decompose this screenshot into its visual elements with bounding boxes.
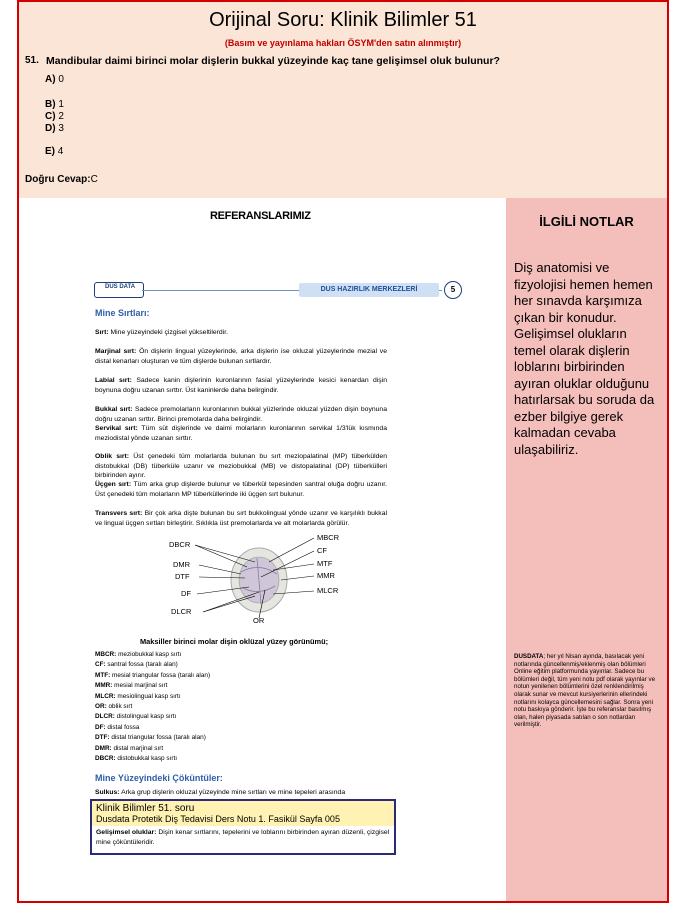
molar-occlusal-figure [169, 532, 349, 626]
option-a: A) 0 [45, 74, 64, 85]
label-mmr: MMR [317, 571, 335, 580]
label-or: OR [253, 616, 265, 625]
copyright-note: (Basım ve yayınlama hakları ÖSYM'den satın alınmıştır) [224, 38, 462, 48]
legend-item: MMR: mesial marjinal sırt [95, 682, 168, 690]
paragraph-marjinal: Marjinal sırt: Ön dişlerin lingual yüzeylerinde, arka dişlerin ise okluzal yüzeylerinde mezial ve distal kenarları oluşturan ve tüm dişlerde bulunan sırtlardır. [95, 348, 387, 365]
label-df: DF [181, 589, 191, 598]
legend-item: OR: oblik sırt [95, 703, 133, 711]
label-mtf: MTF [317, 559, 333, 568]
section-heading-2: Mine Yüzeyindeki Çöküntüler: [95, 773, 223, 783]
paragraph-ucgen: Üçgen sırt: Tüm arka grup dişlerde bulunur ve tüberkül tepesinden santral oluğa doğru uzanır. Üst çenedeki tüm molarların MP tüberküllerinde iki üçgen sırt bulunur. [95, 481, 387, 498]
source-line-1: Klinik Bilimler 51. soru [96, 803, 195, 814]
related-notes-text: Diş anatomisi ve fizyolojisi hemen hemen her sınavda karşımıza çıkan bir konudur. Gelişimsel olukların temel olarak dişlerin loblarını birbirinden ayıran oluklar olduğunu hatırlarsak bu soruda da ezber bilgiye gerek kalmadan cevaba ulaşabiliriz. [514, 260, 655, 457]
question-text: Mandibular daimi birinci molar dişlerin bukkal yüzeyinde kaç tane gelişimsel oluk bulunur? [46, 55, 500, 67]
section-heading: Mine Sırtları: [95, 308, 150, 318]
source-box [90, 799, 396, 855]
label-dmr: DMR [173, 560, 191, 569]
correct-answer: Doğru Cevap:C [25, 174, 98, 185]
paragraph-oblik: Oblik sırt: Üst çenedeki tüm molarlarda bulunan bu sırt meziopalatinal (MP) tüberkülden distobukkal (DB) tüberküle uzanır ve meziobukkal (MB) ve distopalatinal (DP) tüberkülleri birbirinden ayırır. [95, 453, 387, 479]
dusdata-update-note: DUSDATA; her yıl Nisan ayında, basılacak yeni notlarında güncellenmiş/eklenmiş olan bölümleri Online eğitim platformunda yayınlar. Sadece bu bölümleri değil, tüm yeni notu pdf olarak yayınlar ve notun yenilenen bölümlerini özel renklendirilmiş olarak sunar ve mevcut kursiyerlerinin ellerindeki notlarını kolayca güncellemesini sağlar. Sonra yeni notu baskıya gönderir. İşte bu referanslar basılmış olan, halen piyasada satılan o son notlardan verilmiştir. [514, 653, 656, 729]
related-notes-panel [506, 198, 667, 901]
paragraph-sulkus: Sulkus: Arka grup dişlerin okluzal yüzeyinde mine sırtları ve mine tepeleri arasında [95, 789, 346, 796]
option-c: C) 2 [45, 111, 64, 122]
paragraph-transvers: Transvers sırt: Bir çok arka dişte bulunan bu sırt bukkolingual yönde uzanır ve karşılıklı bukkal ve lingual üçgen sırtları birleştirir. Sıklıkla üst premolarlarda ve alt molarlarda görülür. [95, 510, 387, 527]
legend-item: DMR: distal marjinal sırt [95, 744, 164, 752]
legend-item: DTF: distal triangular fossa (taralı alan) [95, 734, 206, 742]
question-number: 51. [25, 55, 39, 66]
label-cf: CF [317, 546, 327, 555]
legend-item: DBCR: distobukkal kasp sırtı [95, 755, 178, 763]
label-mbcr: MBCR [317, 533, 340, 542]
legend-item: MTF: mesial triangular fossa (taralı alan) [95, 671, 211, 679]
legend-item: DLCR: distolingual kasp sırtı [95, 713, 177, 721]
references-title: REFERANSLARIMIZ [210, 210, 311, 222]
legend-item: MLCR: mesiolingual kasp sırtı [95, 692, 181, 700]
figure-legend [95, 650, 210, 764]
label-mlcr: MLCR [317, 586, 339, 595]
legend-item: CF: santral fossa (taralı alan) [95, 661, 178, 669]
dusdata-logo: DUS DATA [94, 282, 144, 298]
reference-page-header [84, 278, 464, 296]
related-notes-title: İLGİLİ NOTLAR [539, 214, 634, 229]
option-b: B) 1 [45, 99, 64, 110]
label-dtf: DTF [175, 572, 190, 581]
figure-caption: Maksiller birinci molar dişin oklüzal yüzey görünümü; [140, 637, 329, 646]
header-banner: DUS HAZIRLIK MERKEZLERİ [299, 283, 439, 297]
question-panel [19, 2, 667, 198]
source-header [92, 801, 394, 826]
option-e: E) 4 [45, 146, 64, 157]
label-dlcr: DLCR [171, 607, 192, 616]
paragraph-labial: Labial sırt: Sadece kanin dişlerinin kuronlarının fasial yüzeylerinde kesici kenardan dişin boynuna doğru uzanan sırttır. Üst kaninlerde daha belirgindir. [95, 377, 388, 394]
source-excerpt: Gelişimsel oluklar: Dişin kenar sırtlarını, tepelerini ve loblarını birbirinden ayıran düzenli, çizgisel mine çöküntüleridir. [96, 829, 390, 846]
label-dbcr: DBCR [169, 540, 191, 549]
source-line-2: Dusdata Protetik Diş Tedavisi Ders Notu 1. Fasikül Sayfa 005 [96, 814, 340, 824]
page-number: 5 [444, 281, 462, 299]
paragraph-sirt: Sırt: Mine yüzeyindeki çizgisel yükseltilerdir. [95, 329, 228, 336]
option-d: D) 3 [45, 123, 64, 134]
page-title: Orijinal Soru: Klinik Bilimler 51 [209, 9, 477, 31]
paragraph-bukkal: Bukkal sırt: Sadece premolarların kuronlarının bukkal yüzlerinde okluzal yüzden dişin boynuna doğru uzanan sırttır. Birinci premolarda daha belirgindir. [95, 406, 387, 423]
legend-item: MBCR: meziobukkal kasp sırtı [95, 651, 182, 658]
reference-page [84, 270, 464, 860]
legend-item: DF: distal fossa [95, 723, 140, 731]
paragraph-servikal: Servikal sırt: Tüm süt dişlerinde ve daimi molarların kuronlarının servikal 1/3'lük kısmında meziodistal yönde uzanan sırttır. [95, 425, 387, 442]
